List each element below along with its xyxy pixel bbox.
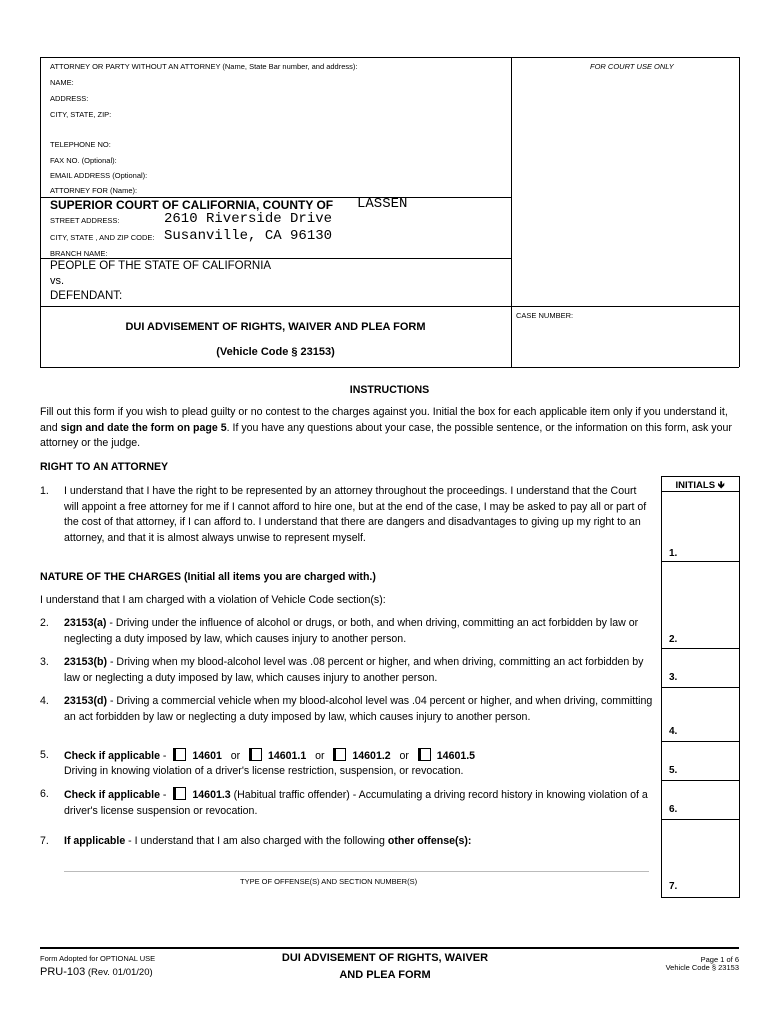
county-value: LASSEN bbox=[357, 196, 408, 212]
court-use-label: FOR COURT USE ONLY bbox=[590, 62, 674, 71]
case-number-label: CASE NUMBER: bbox=[516, 311, 574, 320]
initials-box-3[interactable]: 3. bbox=[669, 672, 678, 683]
fax-label: FAX NO. (Optional): bbox=[50, 156, 117, 165]
item-2-text: 23153(a) - Driving under the influence of alcohol or drugs, or both, and when driving, committing an act forbidden by law or neglecting a duty imposed by law, which causes injury to another person. bbox=[64, 617, 639, 645]
checkbox-14601-3[interactable] bbox=[173, 787, 186, 800]
item-5-line1: Check if applicable - 14601 or 14601.1 or 14601.2 or 14601.5 bbox=[64, 750, 476, 762]
initials-box-2[interactable]: 2. bbox=[669, 634, 678, 645]
item-3-text: 23153(b) - Driving when my blood-alcohol level was .08 percent or higher, and when driving, committing an act forbidden by law or neglecting a duty imposed by law, which causes injury to another person. bbox=[64, 656, 644, 684]
checkbox-14601[interactable] bbox=[173, 748, 186, 761]
vs-label: vs. bbox=[50, 275, 65, 287]
email-label: EMAIL ADDRESS (Optional): bbox=[50, 171, 148, 180]
initials-box-1[interactable]: 1. bbox=[669, 548, 678, 559]
people-label: PEOPLE OF THE STATE OF CALIFORNIA bbox=[50, 260, 272, 272]
telephone-label: TELEPHONE NO: bbox=[50, 140, 111, 149]
vehicle-code-ref: Vehicle Code § 23153 bbox=[665, 963, 739, 972]
item-4-number: 4. bbox=[40, 695, 49, 707]
form-adopted-label: Form Adopted for OPTIONAL USE bbox=[40, 954, 156, 963]
checkbox-14601-5[interactable] bbox=[418, 748, 431, 761]
item-3-number: 3. bbox=[40, 656, 49, 668]
item-6-number: 6. bbox=[40, 788, 49, 800]
branch-name-label: BRANCH NAME: bbox=[50, 249, 108, 258]
item-7-number: 7. bbox=[40, 835, 49, 847]
item-4-text: 23153(d) - Driving a commercial vehicle when my blood-alcohol level was .04 percent or higher, and when driving, committing an act forbidden by law or neglecting a duty imposed by law, which causes injury to another person. bbox=[64, 695, 653, 723]
form-title: DUI ADVISEMENT OF RIGHTS, WAIVER AND PLEA FORM bbox=[125, 321, 426, 333]
court-title: SUPERIOR COURT OF CALIFORNIA, COUNTY OF bbox=[50, 198, 334, 212]
form-subtitle: (Vehicle Code § 23153) bbox=[216, 346, 335, 358]
initials-box-5[interactable]: 5. bbox=[669, 765, 678, 776]
checkbox-14601-1[interactable] bbox=[249, 748, 262, 761]
initials-box-7[interactable]: 7. bbox=[669, 881, 678, 892]
city-state-zip-label: CITY, STATE, ZIP: bbox=[50, 110, 112, 119]
instructions-heading: INSTRUCTIONS bbox=[349, 384, 430, 396]
initials-box-4[interactable]: 4. bbox=[669, 726, 678, 737]
item-1-number: 1. bbox=[40, 485, 49, 497]
arrow-down-icon: 🡻 bbox=[717, 480, 725, 491]
attorney-label: ATTORNEY OR PARTY WITHOUT AN ATTORNEY (Name, State Bar number, and address): bbox=[50, 62, 358, 71]
item-5-number: 5. bbox=[40, 749, 49, 761]
charges-heading: NATURE OF THE CHARGES (Initial all items you are charged with.) bbox=[40, 571, 376, 583]
instructions-text: Fill out this form if you wish to plead guilty or no contest to the charges against you. Initial the box for each applicable item only if you understand it, and sign and date the form on page 5. If you have any questions about your case, the possible sentence, or the information on this form, ask your attorney or the judge. bbox=[40, 406, 732, 449]
attorney-for-label: ATTORNEY FOR (Name): bbox=[50, 186, 138, 195]
other-offense-line[interactable] bbox=[64, 871, 649, 872]
charges-intro: I understand that I am charged with a violation of Vehicle Code section(s): bbox=[40, 594, 386, 606]
right-to-attorney-heading: RIGHT TO AN ATTORNEY bbox=[40, 461, 169, 473]
form-id: PRU-103 (Rev. 01/01/20) bbox=[40, 966, 153, 978]
defendant-label: DEFENDANT: bbox=[50, 290, 123, 302]
item-1-text: I understand that I have the right to be represented by an attorney throughout the proceedings. I understand that the Court will appoint a free attorney for me if I cannot afford to hire one, but at the end of the case, I may be asked to pay all or part of the cost of that attorney, if I can afford to. I understand that there are dangers and disadvantages to giving up my right to an attorney, and that it is almost always unwise to represent myself. bbox=[64, 485, 647, 544]
item-5-text: Driving in knowing violation of a driver's license restriction, suspension, or revocation. bbox=[64, 765, 464, 777]
street-address-value: 2610 Riverside Drive bbox=[164, 211, 333, 227]
item-2-number: 2. bbox=[40, 617, 49, 629]
type-of-offense-label: TYPE OF OFFENSE(S) AND SECTION NUMBER(S) bbox=[240, 877, 418, 886]
initials-header: INITIALS 🡻 bbox=[675, 480, 725, 491]
street-address-label: STREET ADDRESS: bbox=[50, 216, 120, 225]
checkbox-14601-2[interactable] bbox=[333, 748, 346, 761]
page-number: Page 1 of 6 bbox=[700, 955, 739, 964]
item-6-text: Check if applicable - 14601.3 (Habitual traffic offender) - Accumulating a driving record history in knowing violation of a driver's license suspension or revocation. bbox=[64, 789, 648, 817]
city-state-value: Susanville, CA 96130 bbox=[164, 228, 333, 244]
address-label: ADDRESS: bbox=[50, 94, 89, 103]
item-7-text: If applicable - I understand that I am also charged with the following other offense(s): bbox=[64, 835, 472, 847]
name-label: NAME: bbox=[50, 78, 74, 87]
initials-box-6[interactable]: 6. bbox=[669, 804, 678, 815]
city-state-label: CITY, STATE , AND ZIP CODE: bbox=[50, 233, 155, 242]
footer-title: DUI ADVISEMENT OF RIGHTS, WAIVER AND PLEA FORM bbox=[281, 952, 489, 981]
